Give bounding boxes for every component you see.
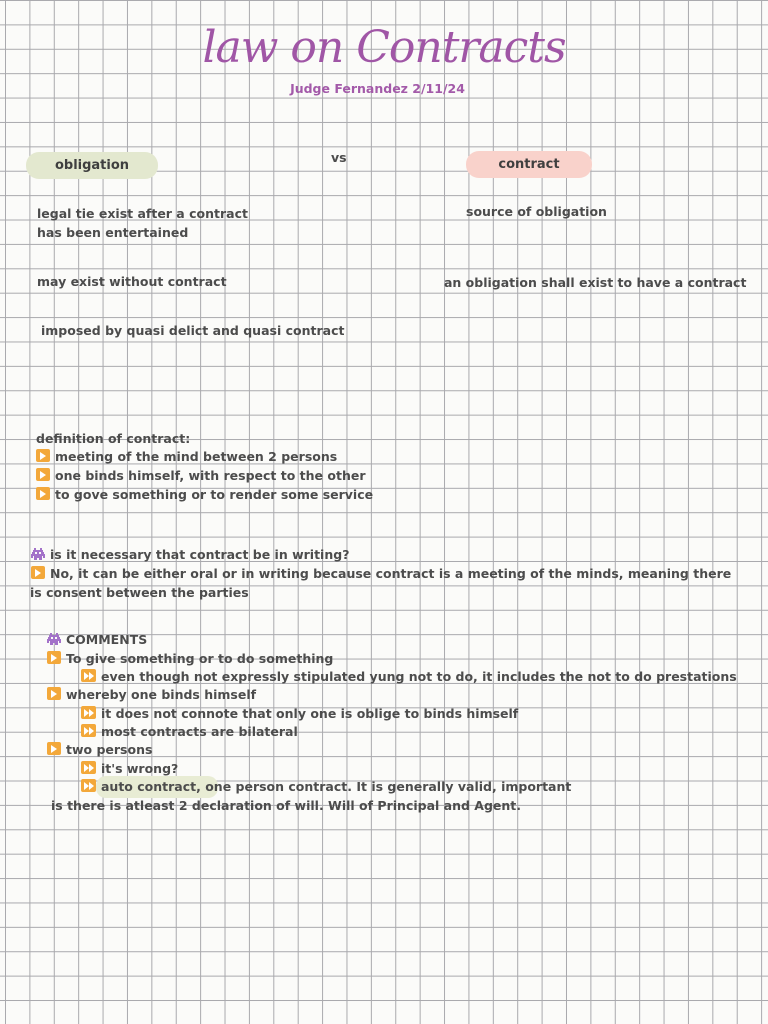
fast-forward-icon xyxy=(81,706,96,719)
contract-point-1: source of obligation xyxy=(466,204,607,219)
comment-subitem: it does not connote that only one is oblige to binds himself xyxy=(81,705,518,724)
play-arrow-icon xyxy=(36,468,50,481)
comment-subitem: auto contract, one person contract. It is generally valid, important xyxy=(81,778,571,797)
comment-subitem: even though not expressly stipulated yung not to do, it includes the not to do prestations xyxy=(81,668,737,687)
comment-item: whereby one binds himself xyxy=(47,686,256,705)
alien-monster-icon xyxy=(47,633,61,645)
contract-pill: contract xyxy=(466,151,592,178)
comments-heading: COMMENTS xyxy=(47,631,147,650)
vs-label: vs xyxy=(331,150,347,165)
play-arrow-icon xyxy=(47,742,61,755)
fast-forward-icon xyxy=(81,724,96,737)
comment-continuation: is there is atleast 2 declaration of will. Will of Principal and Agent. xyxy=(51,798,522,813)
answer-line-1: No, it can be either oral or in writing because contract is a meeting of the minds, meaning there xyxy=(31,565,731,584)
obligation-point-3: imposed by quasi delict and quasi contract xyxy=(41,323,345,338)
play-arrow-icon xyxy=(36,487,50,500)
definition-item: one binds himself, with respect to the other xyxy=(36,467,365,486)
question-line: is it necessary that contract be in writing? xyxy=(31,546,349,565)
obligation-point-1a: legal tie exist after a contract xyxy=(37,206,248,221)
comment-item: two persons xyxy=(47,741,152,760)
contract-point-2: an obligation shall exist to have a contract xyxy=(444,275,747,290)
alien-monster-icon xyxy=(31,548,45,560)
fast-forward-icon xyxy=(81,761,96,774)
definition-item: to gove something or to render some service xyxy=(36,486,373,505)
fast-forward-icon xyxy=(81,779,96,792)
fast-forward-icon xyxy=(81,669,96,682)
obligation-pill: obligation xyxy=(26,152,158,179)
comment-item: To give something or to do something xyxy=(47,650,333,669)
play-arrow-icon xyxy=(47,651,61,664)
comment-subitem: it's wrong? xyxy=(81,760,178,779)
page-subtitle: Judge Fernandez 2/11/24 xyxy=(290,81,465,96)
definition-item: meeting of the mind between 2 persons xyxy=(36,448,337,467)
play-arrow-icon xyxy=(36,449,50,462)
comment-subitem: most contracts are bilateral xyxy=(81,723,298,742)
answer-line-2: is consent between the parties xyxy=(30,585,249,600)
obligation-point-2: may exist without contract xyxy=(37,274,227,289)
page-title: law on Contracts xyxy=(202,22,566,73)
play-arrow-icon xyxy=(31,566,45,579)
definition-heading: definition of contract: xyxy=(36,431,191,446)
play-arrow-icon xyxy=(47,687,61,700)
obligation-point-1b: has been entertained xyxy=(37,225,189,240)
